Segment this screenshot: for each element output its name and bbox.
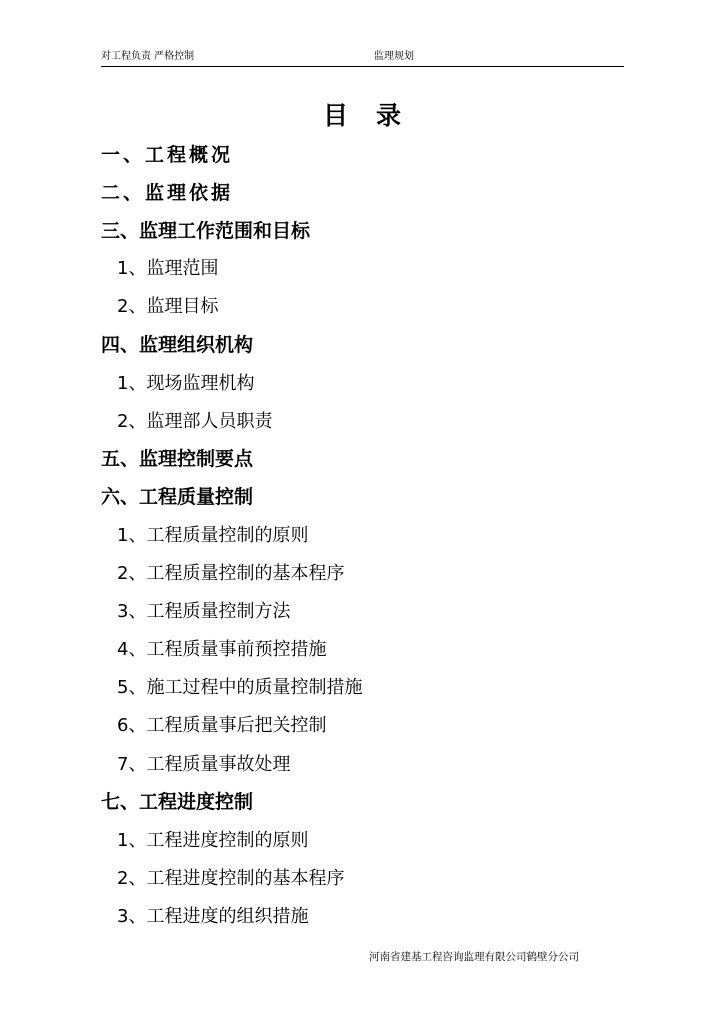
- toc-title: 目录: [322, 101, 429, 130]
- toc-subsection-item[interactable]: 1、现场监理机构: [117, 372, 255, 394]
- page-footer-company: 河南省建基工程咨询监理有限公司鹤壁分公司: [369, 951, 579, 963]
- toc-subsection-item[interactable]: 1、监理范围: [117, 258, 219, 280]
- header-slogan: 对工程负责 严格控制: [101, 51, 195, 62]
- toc-subsection-item[interactable]: 4、工程质量事前预控措施: [117, 639, 327, 661]
- toc-subsection-item[interactable]: 3、工程进度的组织措施: [117, 905, 309, 927]
- toc-section-heading[interactable]: 一、工程概况: [101, 143, 234, 166]
- toc-section-heading[interactable]: 五、监理控制要点: [101, 448, 254, 471]
- page-header: [101, 50, 624, 67]
- toc-subsection-item[interactable]: 2、工程质量控制的基本程序: [117, 563, 345, 585]
- header-document-type: 监理规划: [374, 51, 414, 62]
- toc-subsection-item[interactable]: 3、工程质量控制方法: [117, 601, 291, 623]
- toc-subsection-item[interactable]: 1、工程进度控制的原则: [117, 829, 309, 851]
- toc-section-heading[interactable]: 四、监理组织机构: [101, 334, 254, 357]
- table-of-contents: [101, 134, 621, 934]
- toc-subsection-item[interactable]: 1、工程质量控制的原则: [117, 524, 309, 546]
- toc-subsection-item[interactable]: 2、监理部人员职责: [117, 410, 273, 432]
- toc-section-heading[interactable]: 六、工程质量控制: [101, 486, 254, 509]
- toc-section-heading[interactable]: 七、工程进度控制: [101, 791, 254, 814]
- toc-subsection-item[interactable]: 2、监理目标: [117, 296, 219, 318]
- toc-section-heading[interactable]: 二、监理依据: [101, 181, 234, 204]
- toc-section-heading[interactable]: 三、监理工作范围和目标: [101, 219, 311, 242]
- toc-subsection-item[interactable]: 6、工程质量事后把关控制: [117, 715, 327, 737]
- toc-subsection-item[interactable]: 2、工程进度控制的基本程序: [117, 867, 345, 889]
- toc-subsection-item[interactable]: 7、工程质量事故处理: [117, 753, 291, 775]
- toc-subsection-item[interactable]: 5、施工过程中的质量控制措施: [117, 677, 363, 699]
